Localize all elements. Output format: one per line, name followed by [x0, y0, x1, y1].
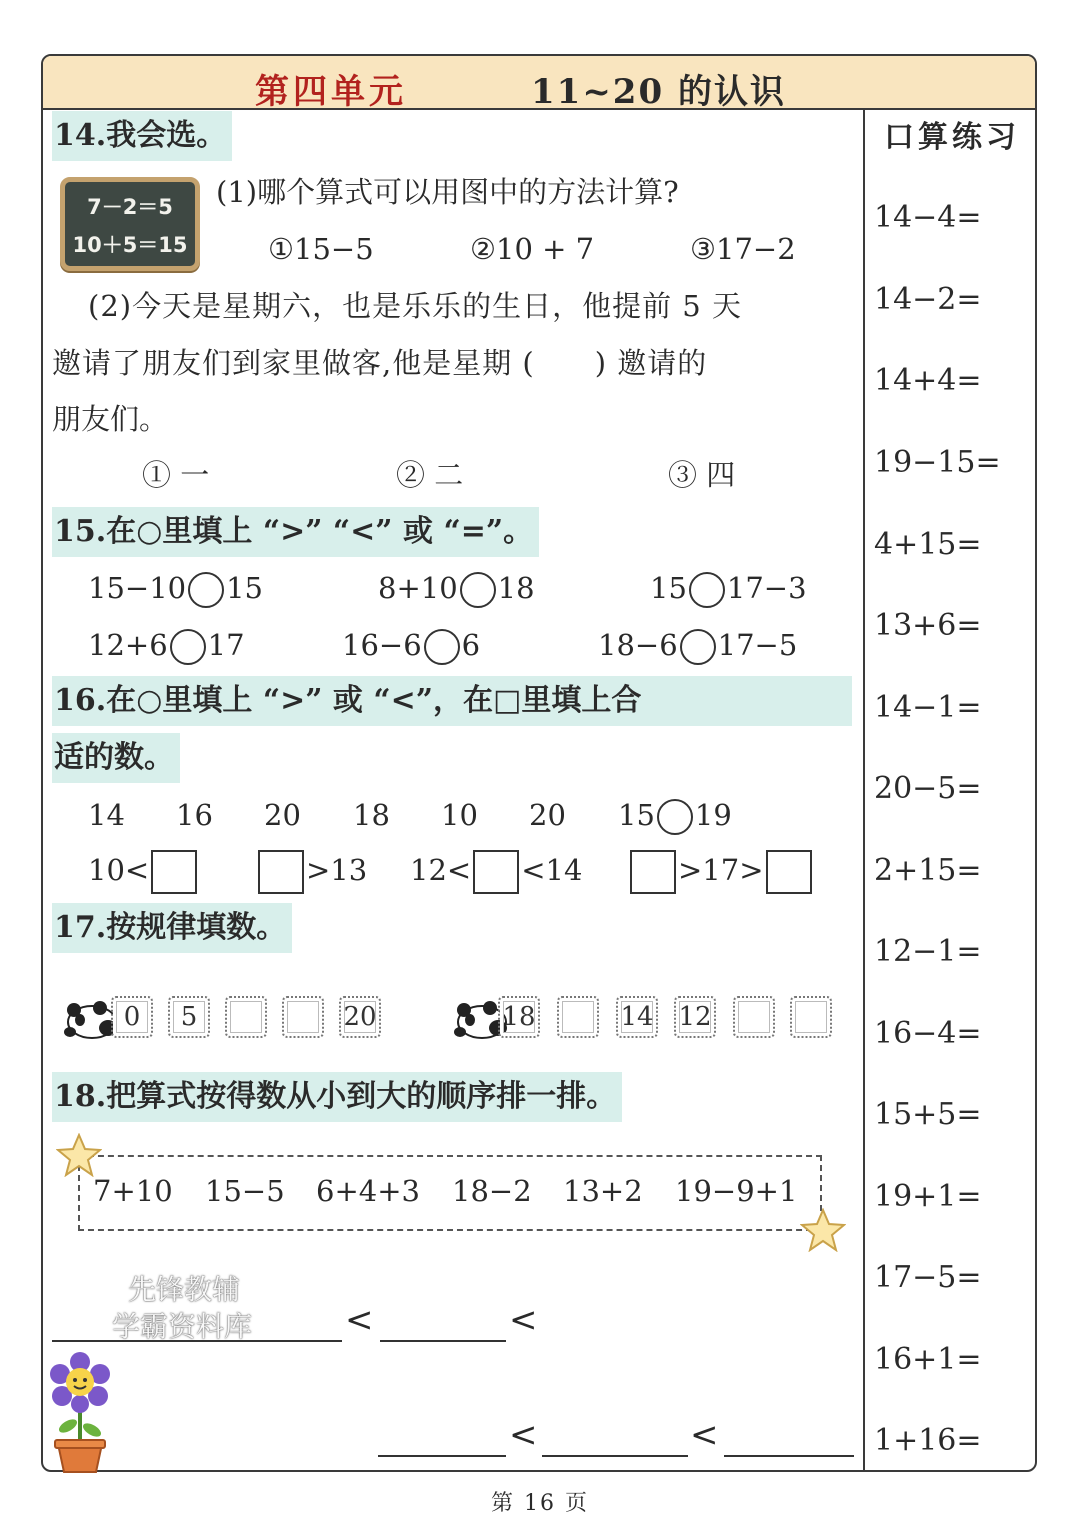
compare-circle[interactable]: [460, 572, 496, 608]
q15-item-6-left: 18−6: [598, 628, 678, 662]
mental-math-item: 13+6=: [874, 608, 982, 643]
q16-heading-line2: 适的数。: [52, 733, 180, 783]
q17-heading: 17.按规律填数。: [52, 903, 292, 953]
q15-item-5-left: 16−6: [342, 628, 422, 662]
expression: 18−2: [452, 1174, 532, 1208]
mental-math-item: 14−2=: [874, 282, 982, 317]
mental-math-item: 17−5=: [874, 1260, 982, 1295]
flower-pot-icon: [44, 1352, 116, 1474]
expression: 7+10: [93, 1174, 173, 1208]
q16-pair-2: [264, 795, 301, 835]
chalkboard-image: [60, 177, 200, 271]
board-line-2: 10＋5＝15: [72, 233, 188, 257]
less-than-sign: <: [509, 1415, 538, 1455]
q15-item-1-right: 15: [226, 571, 264, 605]
watermark-line2: 学霸资料库: [112, 1310, 253, 1343]
answer-box[interactable]: [473, 850, 519, 894]
mental-math-item: 14−4=: [874, 200, 982, 235]
q16-box-a-text: 10<: [88, 853, 150, 887]
mental-math-item: 15+5=: [874, 1097, 982, 1132]
q15-item-2: [378, 568, 535, 608]
answer-blank[interactable]: [380, 1310, 506, 1342]
sidebar-title: 口算练习: [884, 120, 1020, 155]
q14-heading: 14.我会选。: [52, 111, 232, 161]
mental-math-item: 14+4=: [874, 363, 982, 398]
mental-math-item: 19+1=: [874, 1179, 982, 1214]
q16-compare-right: 19: [694, 798, 732, 832]
watermark-line1: 先锋教辅: [128, 1273, 241, 1306]
board-line-1: 7－2＝5: [87, 195, 173, 219]
sequence-box: 12: [674, 996, 716, 1038]
q16-box-d: [628, 850, 814, 894]
q15-item-3: [650, 568, 807, 608]
less-than-sign: <: [690, 1415, 719, 1455]
q16-num: 14: [88, 798, 125, 832]
mental-math-item: 19−15=: [874, 445, 1001, 480]
q16-num: 10: [441, 798, 478, 832]
mental-math-item: 4+15=: [874, 527, 982, 562]
sequence-box: 14: [616, 996, 658, 1038]
q15-item-2-right: 18: [497, 571, 535, 605]
q16-box-c-left: 12<: [410, 853, 472, 887]
q14-sub2-option-3[interactable]: ③ 四: [668, 458, 736, 492]
q16-box-c-right: <14: [521, 853, 583, 887]
q16-box-b-text: >13: [306, 853, 368, 887]
mental-math-item: 16+1=: [874, 1342, 982, 1377]
q16-box-c: [410, 850, 582, 894]
q15-item-6: [598, 625, 797, 665]
less-than-sign: <: [345, 1300, 374, 1340]
mental-math-item: 1+16=: [874, 1423, 982, 1458]
sequence-blank-box[interactable]: [557, 996, 599, 1038]
compare-circle[interactable]: [657, 799, 693, 835]
q14-sub2-option-1[interactable]: ① 一: [142, 458, 210, 492]
sequence-blank-box[interactable]: [790, 996, 832, 1038]
q16-box-b: [256, 850, 367, 894]
q16-pair-2b: [353, 795, 390, 835]
q16-box-d-mid: >17>: [678, 853, 764, 887]
sequence-box: 5: [168, 996, 210, 1038]
sequence-box: 20: [339, 996, 381, 1038]
sequence-box: 18: [498, 996, 540, 1038]
q16-num: 20: [529, 798, 566, 832]
q15-item-4-left: 12+6: [88, 628, 168, 662]
q14-sub1-question: (1)哪个算式可以用图中的方法计算?: [216, 175, 679, 209]
q16-box-a: [88, 850, 199, 894]
q14-sub2-line2: 邀请了朋友们到家里做客,他是星期 ( ) 邀请的: [52, 346, 708, 380]
q16-pair-3: [441, 795, 478, 835]
answer-blank[interactable]: [378, 1425, 506, 1457]
star-icon: [800, 1208, 846, 1252]
compare-circle[interactable]: [188, 572, 224, 608]
compare-circle[interactable]: [689, 572, 725, 608]
answer-box[interactable]: [151, 850, 197, 894]
unit-header: [43, 56, 1035, 110]
expression: 15−5: [205, 1174, 285, 1208]
answer-blank[interactable]: [542, 1425, 688, 1457]
q14-sub2-option-2[interactable]: ② 二: [396, 458, 464, 492]
compare-circle[interactable]: [170, 629, 206, 665]
expression: 19−9+1: [675, 1174, 798, 1208]
sequence-blank-box[interactable]: [282, 996, 324, 1038]
q15-item-2-left: 8+10: [378, 571, 458, 605]
mental-math-item: 20−5=: [874, 771, 982, 806]
q16-pair-3b: [529, 795, 566, 835]
q15-item-5-right: 6: [461, 628, 481, 662]
q14-option-2[interactable]: ②10 + 7: [470, 232, 595, 266]
answer-box[interactable]: [258, 850, 304, 894]
q16-compare: [618, 795, 732, 835]
sequence-blank-box[interactable]: [225, 996, 267, 1038]
expression: 13+2: [563, 1174, 643, 1208]
column-divider: [863, 110, 865, 1472]
q15-item-4: [88, 625, 245, 665]
compare-circle[interactable]: [424, 629, 460, 665]
q16-compare-left: 15: [618, 798, 655, 832]
mental-math-item: 16−4=: [874, 1016, 982, 1051]
expression: 6+4+3: [316, 1174, 420, 1208]
q15-item-6-right: 17−5: [717, 628, 798, 662]
answer-blank[interactable]: [724, 1425, 854, 1457]
less-than-sign: <: [509, 1300, 538, 1340]
mental-math-item: 12−1=: [874, 934, 982, 969]
page-number: 第 16 页: [491, 1491, 589, 1516]
q16-pair-1b: [176, 795, 213, 835]
q15-item-5: [342, 625, 480, 665]
q14-sub2-line1: (2)今天是星期六，也是乐乐的生日，他提前 5 天: [88, 289, 742, 323]
topic-title: 11~20 的认识: [531, 72, 786, 112]
q15-item-3-right: 17−3: [726, 571, 807, 605]
sequence-blank-box[interactable]: [733, 996, 775, 1038]
q16-num: 16: [176, 798, 213, 832]
unit-title: 第四单元: [255, 72, 407, 112]
mental-math-item: 2+15=: [874, 853, 982, 888]
q15-item-1: [88, 568, 263, 608]
q14-sub2-line3: 朋友们。: [52, 402, 169, 436]
q16-heading-line1: 16.在○里填上 “>” 或 “<”，在□里填上合: [52, 676, 852, 726]
sequence-box: 0: [111, 996, 153, 1038]
compare-circle[interactable]: [680, 629, 716, 665]
mental-math-item: 14−1=: [874, 690, 982, 725]
q16-num: 18: [353, 798, 390, 832]
q15-item-1-left: 15−10: [88, 571, 187, 605]
q14-option-1[interactable]: ①15−5: [268, 232, 374, 266]
q15-heading: 15.在○里填上 “>” “<” 或 “=”。: [52, 507, 539, 557]
q15-item-4-right: 17: [207, 628, 245, 662]
q16-pair-1: [88, 795, 125, 835]
q18-heading: 18.把算式按得数从小到大的顺序排一排。: [52, 1072, 622, 1122]
q14-option-3[interactable]: ③17−2: [690, 232, 796, 266]
q15-item-3-left: 15: [650, 571, 687, 605]
answer-box[interactable]: [630, 850, 676, 894]
answer-box[interactable]: [766, 850, 812, 894]
q16-num: 20: [264, 798, 301, 832]
